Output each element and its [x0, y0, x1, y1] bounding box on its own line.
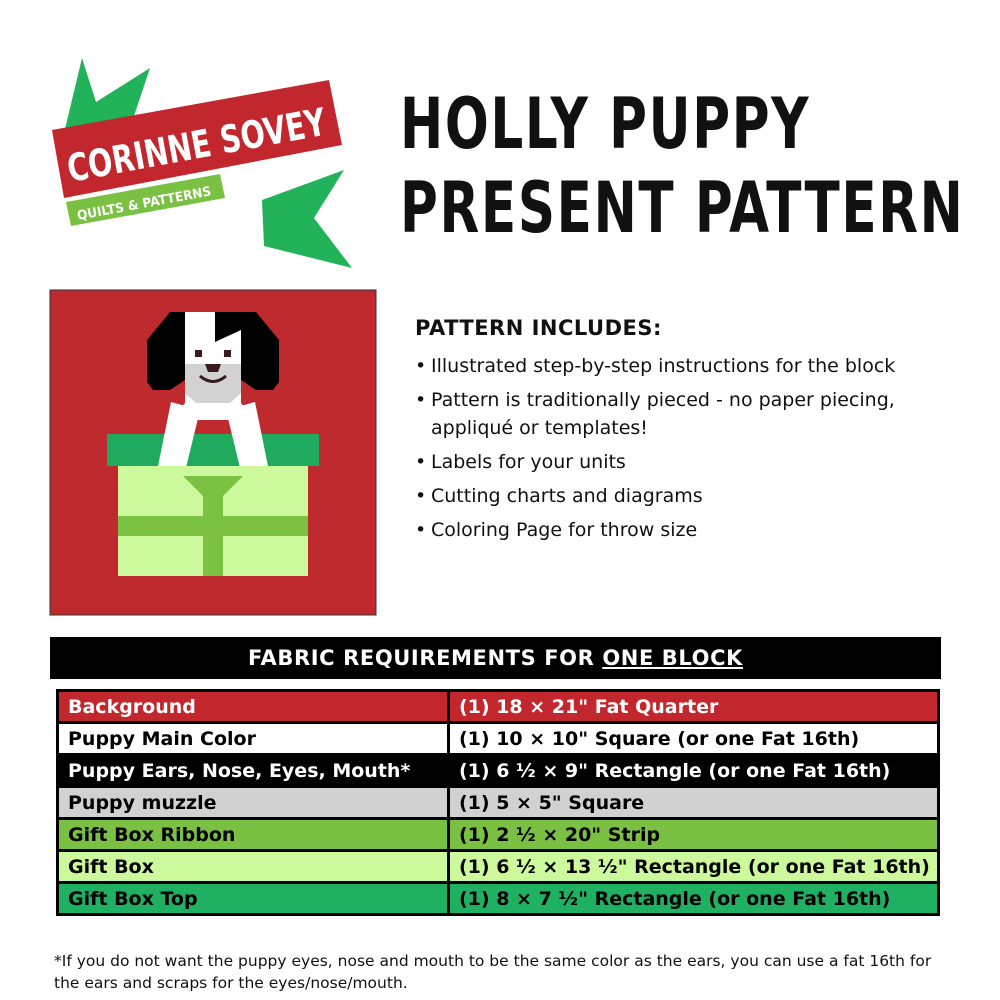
footnote: *If you do not want the puppy eyes, nose and mouth to be the same color as the ears, you can use a fat 16th for the ears and scraps for the eyes/nose/mouth.: [54, 952, 932, 992]
includes-heading: PATTERN INCLUDES:: [415, 316, 662, 340]
title-line-2: PRESENT PATTERN: [400, 167, 965, 249]
box-lid: [107, 434, 319, 466]
fabric-header-emphasis: ONE BLOCK: [602, 646, 743, 670]
title-line-1: HOLLY PUPPY: [400, 83, 811, 165]
quilt-block-illustration: [50, 290, 376, 615]
fabric-name: Gift Box: [58, 851, 449, 883]
fabric-name: Background: [58, 691, 449, 723]
fabric-requirements-header: [50, 637, 941, 679]
includes-list: [415, 352, 975, 544]
fabric-name: Puppy Ears, Nose, Eyes, Mouth*: [58, 755, 449, 787]
fabric-row: [58, 787, 939, 819]
fabric-row: [58, 755, 939, 787]
ribbon-horizontal: [118, 516, 308, 536]
pattern-includes: [415, 316, 975, 550]
logo-name: CORINNE SOVEY: [63, 84, 414, 191]
includes-item: • Cutting charts and diagrams: [415, 482, 975, 510]
fabric-amount: (1) 6 ½ × 9" Rectangle (or one Fat 16th): [449, 755, 939, 787]
includes-item: • Pattern is traditionally pieced - no paper piecing, appliqué or templates!: [415, 386, 975, 442]
fabric-row: [58, 723, 939, 755]
includes-item: • Illustrated step-by-step instructions for the block: [415, 352, 975, 380]
logo-tagline: QUILTS & PATTERNS: [75, 182, 223, 224]
fabric-header-prefix: FABRIC REQUIREMENTS FOR: [248, 646, 603, 670]
fabric-name: Gift Box Ribbon: [58, 819, 449, 851]
fabric-row: [58, 819, 939, 851]
fabric-amount: (1) 5 × 5" Square: [449, 787, 939, 819]
fabric-row: [58, 851, 939, 883]
logo-ribbon-graphic: [52, 50, 414, 285]
right-eye: [224, 350, 231, 357]
fabric-requirements-table: [56, 689, 940, 916]
left-eye: [195, 350, 202, 357]
fabric-amount: (1) 18 × 21" Fat Quarter: [449, 691, 939, 723]
fabric-row: [58, 691, 939, 723]
logo-ribbon-tail-bottom: [262, 170, 352, 268]
fabric-amount: (1) 10 × 10" Square (or one Fat 16th): [449, 723, 939, 755]
fabric-name: Gift Box Top: [58, 883, 449, 915]
fabric-amount: (1) 8 × 7 ½" Rectangle (or one Fat 16th): [449, 883, 939, 915]
fabric-amount: (1) 6 ½ × 13 ½" Rectangle (or one Fat 16th): [449, 851, 939, 883]
brand-logo: [52, 50, 414, 285]
includes-item: • Coloring Page for throw size: [415, 516, 975, 544]
puppy-present-image: [50, 290, 376, 615]
pattern-title: [400, 82, 965, 250]
fabric-name: Puppy Main Color: [58, 723, 449, 755]
fabric-row: [58, 883, 939, 915]
fabric-amount: (1) 2 ½ × 20" Strip: [449, 819, 939, 851]
fabric-name: Puppy muzzle: [58, 787, 449, 819]
includes-item: • Labels for your units: [415, 448, 975, 476]
